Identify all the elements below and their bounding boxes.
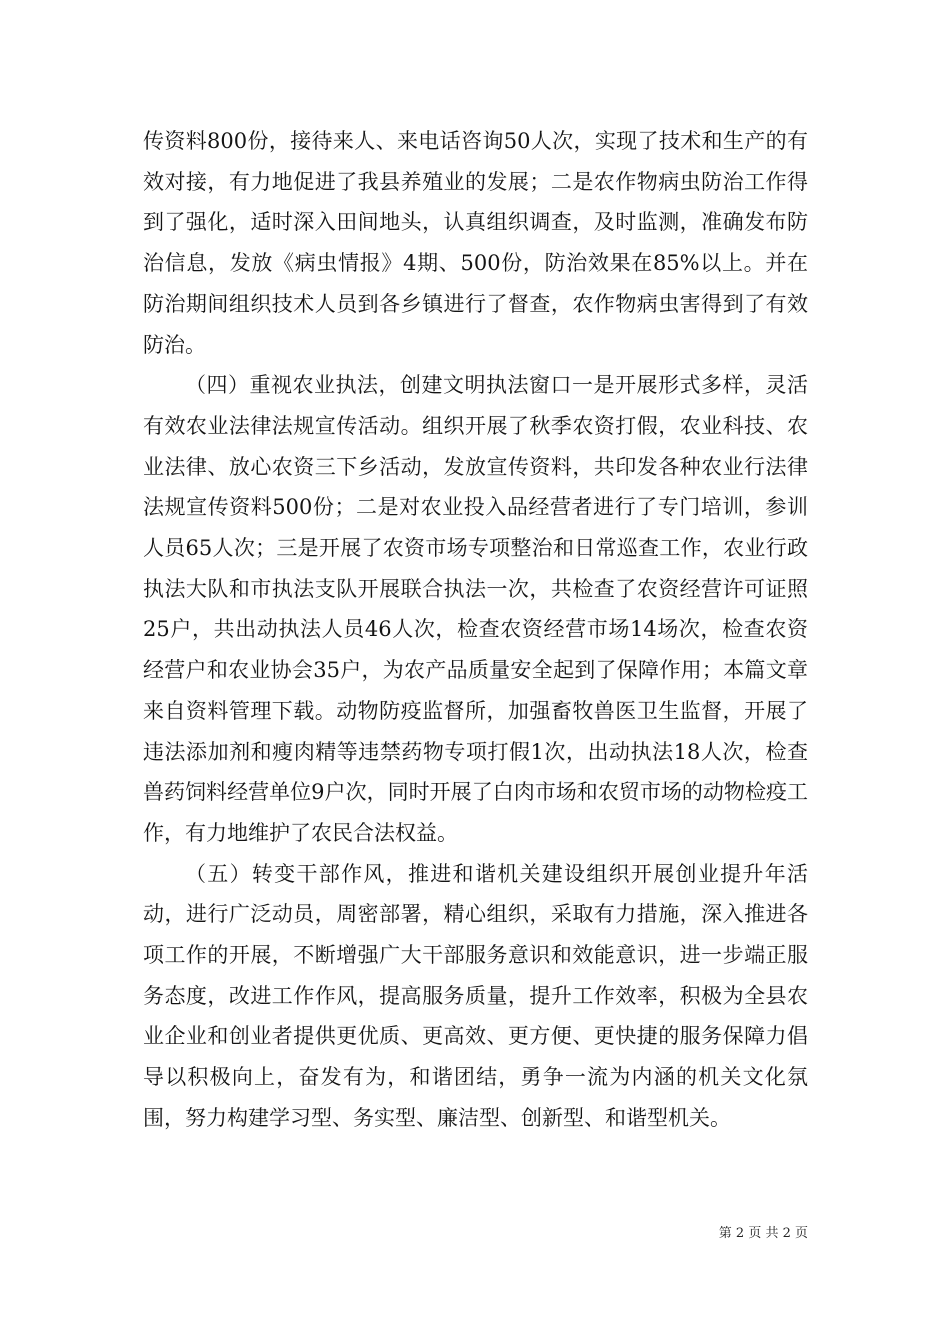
paragraph-continuation: 传资料800份，接待来人、来电话咨询50人次，实现了技术和生产的有效对接，有力地促进了我县养殖业的发展；二是农作物病虫防治工作得到了强化，适时深入田间地头，认真组织调查，及时监测，准确发布防治信息，发放《病虫情报》4期、500份，防治效果在85%以上。并在防治期间组织技术人员到各乡镇进行了督查，农作物病虫害得到了有效防治。 [143, 129, 808, 357]
page-number-footer: 第 2 页 共 2 页 [718, 1226, 808, 1241]
body-text [143, 121, 808, 1139]
paragraph-section-five: （五）转变干部作风，推进和谐机关建设组织开展创业提升年活动，进行广泛动员，周密部署，精心组织，采取有力措施，深入推进各项工作的开展，不断增强广大干部服务意识和效能意识，进一步端正服务态度，改进工作作风，提高服务质量，提升工作效率，积极为全县农业企业和创业者提供更优质、更高效、更方便、更快捷的服务保障力倡导以积极向上，奋发有为，和谐团结，勇争一流为内涵的机关文化氛围，努力构建学习型、务实型、廉洁型、创新型、和谐型机关。 [143, 861, 808, 1130]
paragraph-section-four: （四）重视农业执法，创建文明执法窗口一是开展形式多样，灵活有效农业法律法规宣传活动。组织开展了秋季农资打假，农业科技、农业法律、放心农资三下乡活动，发放宣传资料，共印发各种农业行法律法规宣传资料500份；二是对农业投入品经营者进行了专门培训，参训人员65人次；三是开展了农资市场专项整治和日常巡查工作，农业行政执法大队和市执法支队开展联合执法一次，共检查了农资经营许可证照25户，共出动执法人员46人次，检查农资经营市场14场次，检查农资经营户和农业协会35户，为农产品质量安全起到了保障作用；本篇文章来自资料管理下载。动物防疫监督所，加强畜牧兽医卫生监督，开展了违法添加剂和瘦肉精等违禁药物专项打假1次，出动执法18人次，检查兽药饲料经营单位9户次，同时开展了白肉市场和农贸市场的动物检疫工作，有力地维护了农民合法权益。 [143, 373, 808, 845]
